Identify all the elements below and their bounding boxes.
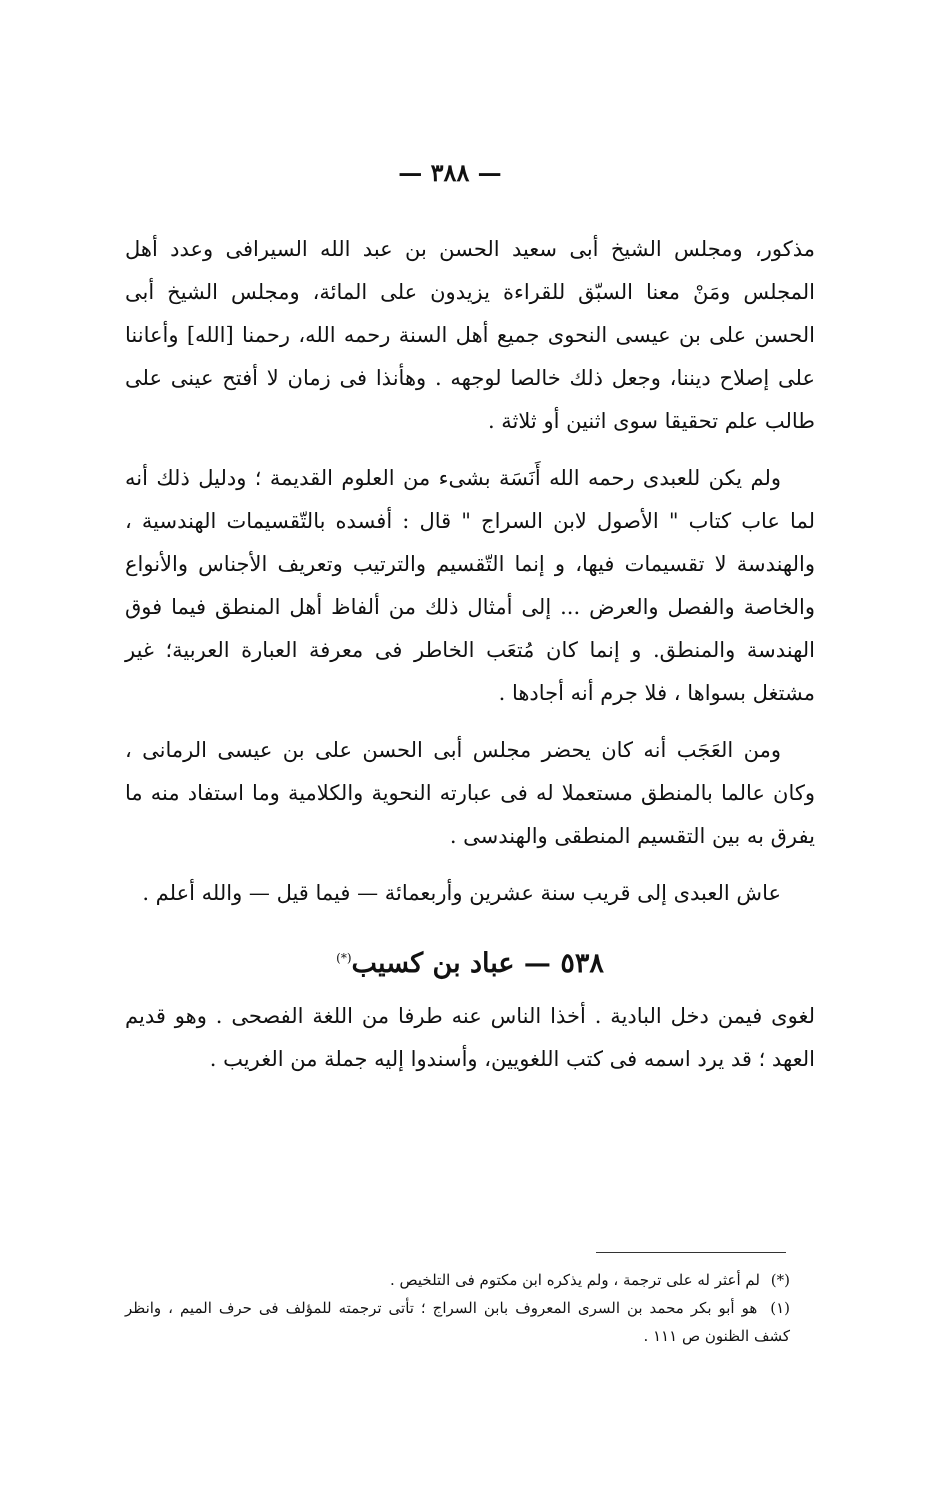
footnote-divider (596, 1252, 786, 1253)
entry-heading-text: ٥٣٨ — عباد بن كسيب (351, 948, 604, 979)
page-number: — ٣٨٨ — (398, 158, 502, 187)
paragraph-rummani: ومن العَجَب أنه كان يحضر مجلس أبى الحسن على بن عيسى الرمانى ، وكان عالما بالمنطق مستعملا له فى عبارته النحوية والكلامية وما استفاد منه ما يفرق به بين التقسيم المنطقى والهندسى . (125, 738, 815, 848)
footnotes (125, 1266, 790, 1350)
paragraph-abdi-knowledge: ولم يكن للعبدى رحمه الله أَنَسَة بشىء من العلوم القديمة ؛ ودليل ذلك أنه لما عاب كتاب " الأصول لابن السراج " قال : أفسده بالتّقسيمات الهندسية ، والهندسة لا تقسيمات فيها، و إنما التّقسيم والترتيب وتعريف الأجناس والأنواع والخاصة والفصل والعرض ... إلى أمثال ذلك من ألفاظ أهل المنطق فيما فوق الهندسة والمنطق. و إنما كان مُتعَب الخاطر فى معرفة العبارة العربية؛ غير مشتغل بسواها ، فلا جرم أنه أجادها . (125, 466, 815, 705)
entry-heading-footnote-mark: (*) (336, 951, 352, 965)
footnote-star (125, 1266, 790, 1294)
footnote-mark: (*) (770, 1271, 790, 1289)
footnote-one (125, 1294, 790, 1350)
paragraph-continuation: مذكور، ومجلس الشيخ أبى سعيد الحسن بن عبد الله السيرافى وعدد أهل المجلس ومَنْ معنا السبّق للقراءة يزيدون على المائة، ومجلس الشيخ أبى الحسن على بن عيسى النحوى جميع أهل السنة رحمه الله، رحمنا [الله] وأعاننا على إصلاح ديننا، وجعل ذلك خالصا لوجهه . وهأنذا فى زمان لا أفتح عينى على طالب علم تحقيقا سوى اثنين أو ثلاثة . (125, 237, 815, 433)
entry-text: لغوى فيمن دخل البادية . أخذا الناس عنه طرفا من اللغة الفصحى . وهو قديم العهد ؛ قد يرد اسمه فى كتب اللغويين، وأسندوا إليه جملة من الغريب . (125, 1004, 815, 1071)
paragraph-death-date: عاش العبدى إلى قريب سنة عشرين وأربعمائة — فيما قيل — والله أعلم . (142, 881, 781, 905)
footnote-text: هو أبو بكر محمد بن السرى المعروف بابن السراج ؛ تأتى ترجمته للمؤلف فى حرف الميم ، وانظر كشف الظنون ص ١١١ . (125, 1299, 790, 1345)
main-text (125, 228, 815, 1081)
footnote-mark: (١) (770, 1299, 790, 1317)
entry-heading (125, 933, 815, 989)
footnote-text: لم أعثر له على ترجمة ، ولم يذكره ابن مكتوم فى التلخيص . (389, 1271, 760, 1289)
